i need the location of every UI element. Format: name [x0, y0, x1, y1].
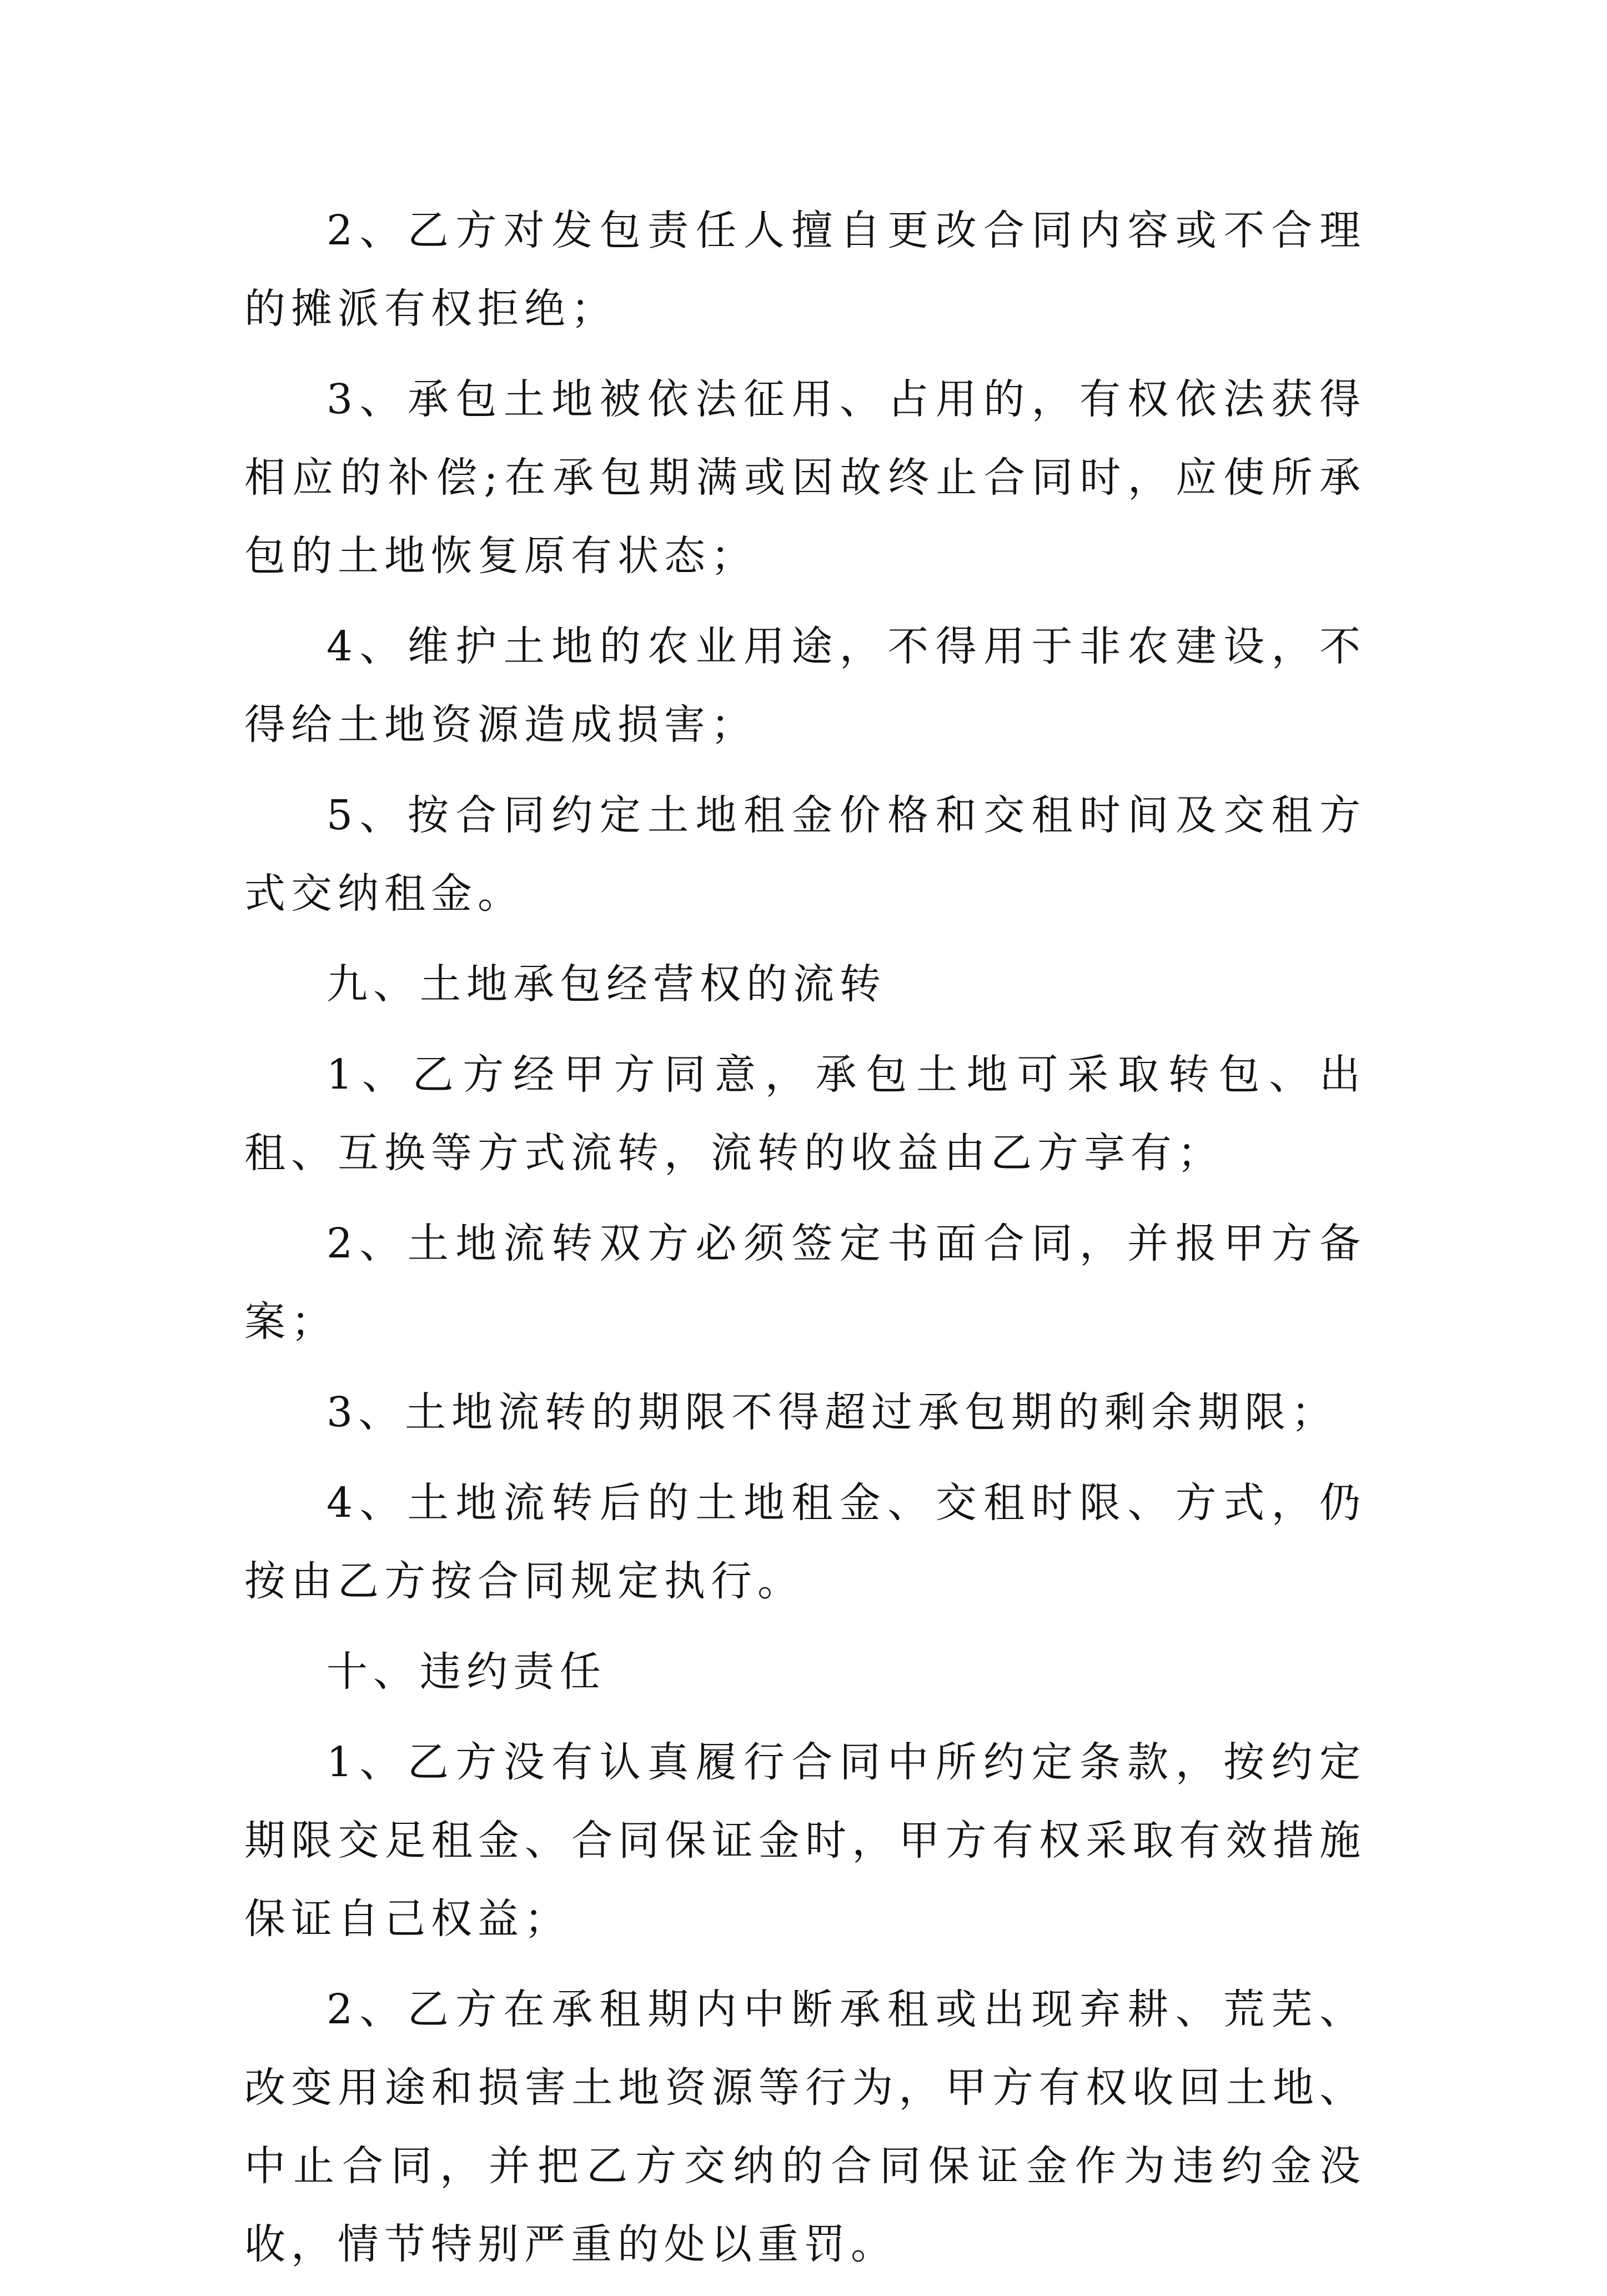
transfer-clause-4: 4、土地流转后的土地租金、交租时限、方式，仍按由乙方按合同规定执行。 [244, 1479, 1366, 1605]
clause-5-rent-payment: 5、按合同约定土地租金价格和交租时间及交租方式交纳租金。 [244, 791, 1366, 918]
transfer-clause-1: 1、乙方经甲方同意，承包土地可采取转包、出租、互换等方式流转，流转的收益由乙方享有； [244, 1051, 1366, 1177]
document-page [244, 192, 1366, 2296]
transfer-clause-2: 2、土地流转双方必须签定书面合同，并报甲方备案； [244, 1220, 1366, 1346]
section-heading-liability: 十、违约责任 [327, 1648, 606, 1696]
section-heading-transfer: 九、土地承包经营权的流转 [327, 960, 886, 1008]
clause-3-compensation: 3、承包土地被依法征用、占用的，有权依法获得相应的补偿;在承包期满或因故终止合同时，应使所承包的土地恢复原有状态； [244, 375, 1366, 580]
liability-clause-2: 2、乙方在承租期内中断承租或出现弃耕、荒芜、改变用途和损害土地资源等行为，甲方有权收回土地、中止合同，并把乙方交纳的合同保证金作为违约金没收，情节特别严重的处以重罚。 [244, 1986, 1366, 2268]
clause-2-right-to-refuse: 2、乙方对发包责任人擅自更改合同内容或不合理的摊派有权拒绝； [244, 207, 1366, 333]
liability-clause-1: 1、乙方没有认真履行合同中所约定条款，按约定期限交足租金、合同保证金时，甲方有权采取有效措施保证自己权益； [244, 1738, 1366, 1943]
transfer-clause-3: 3、土地流转的期限不得超过承包期的剩余期限； [327, 1388, 1338, 1436]
clause-4-agricultural-use: 4、维护土地的农业用途，不得用于非农建设，不得给土地资源造成损害； [244, 623, 1366, 749]
